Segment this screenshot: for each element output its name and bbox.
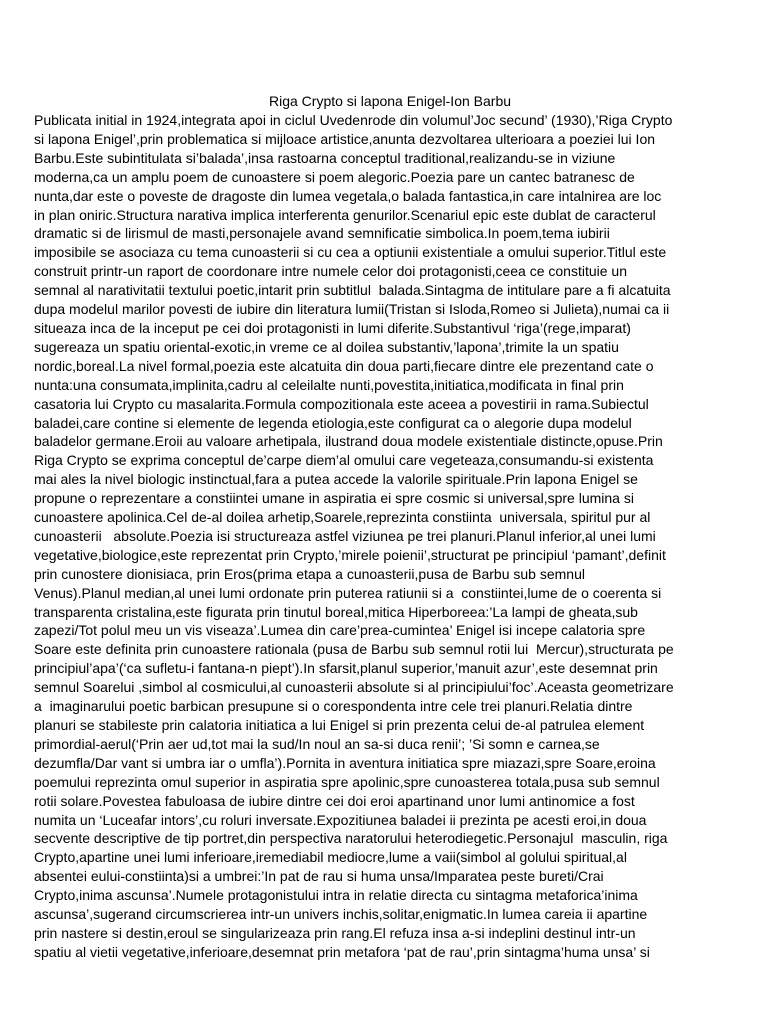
body-line: construit printr-un raport de coordonare intre numele celor doi protagonisti,ceea ce constituie un: [34, 263, 627, 280]
body-line: si lapona Enigel’,prin problematica si mijloace artistice,anunta dezvoltarea ulterioara a poeziei lui Ion: [34, 130, 656, 147]
body-line: Crypto,inima ascunsa’.Numele protagonistului intra in relatie directa cu sintagma metaforica’inima: [34, 887, 638, 904]
body-line: ascunsa’,sugerand circumscrierea intr-un univers inchis,solitar,enigmatic.In lumea careia ii apartine: [34, 906, 648, 923]
body-line: sugereaza un spatiu oriental-exotic,in vreme ce al doilea substantiv,’lapona’,trimite la un spatiu: [34, 338, 619, 355]
body-line: zapezi/Tot polul meu un vis viseaza’.Lumea din care’prea-cumintea’ Enigel isi incepe calatoria spre: [34, 622, 646, 639]
body-line: a imaginarului poetic barbican presupune si o corespondenta intre cele trei planuri.Relatia dintre: [34, 698, 633, 715]
body-line: cunoasterii absolute.Poezia isi structureaza astfel viziunea pe trei planuri.Planul inferior,al unei lumi: [34, 527, 656, 544]
body-line: absentei eului-constiinta)si a umbrei:’In pat de rau si huma unsa/Imparatea peste bureti/Crai: [34, 868, 604, 885]
body-line: moderna,ca un amplu poem de cunoastere si poem alegoric.Poezia pare un cantec batranesc de: [34, 168, 635, 185]
body-line: propune o reprezentare a constiintei umane in aspiratia ei spre cosmic si universal,spre lumina si: [34, 490, 634, 507]
body-line: Publicata initial in 1924,integrata apoi in ciclul Uvedenrode din volumul’Joc secund’ (1930),’Riga Crypto: [34, 112, 673, 128]
body-line: spatiu al vietii vegetative,inferioare,desemnat prin metafora ‘pat de rau’,prin sintagma’huma unsa’ si: [34, 943, 650, 960]
body-line: prin nastere si destin,eroul se singularizeaza prin rang.El refuza insa a-si indeplini destinul intr-un: [34, 924, 636, 941]
body-line: Barbu.Este subintitulata si’balada’,insa rastoarna conceptul traditional,realizandu-se in viziune: [34, 149, 616, 166]
body-line: vegetative,biologice,este reprezentat prin Crypto,’mirele poienii’,structurat pe principiul ‘pamant’,definit: [34, 546, 666, 563]
body-line: dramatic si de lirismul de masti,personajele avand semnificatie simbolica.In poem,tema iubirii: [34, 225, 610, 242]
document-body: [34, 111, 734, 962]
body-line: nordic,boreal.La nivel formal,poezia este alcatuita din doua parti,fiecare dintre ele prezentand cate o: [34, 357, 654, 374]
body-line: baladei,care contine si elemente de legenda etiologia,este configurat ca o alegorie dupa modelul: [34, 414, 632, 431]
body-line: baladelor germane.Eroii au valoare arhetipala, ilustrand doua modele existentiale distincte,opuse.Prin: [34, 433, 663, 450]
body-line: Soare este definita prin cunoastere rationala (pusa de Barbu sub semnul rotii lui Mercur),structurata pe: [34, 641, 674, 658]
body-line: Crypto,apartine unei lumi inferioare,iremediabil mediocre,lume a vaii(simbol al golului spiritual,al: [34, 849, 627, 866]
body-line: numita un ‘Luceafar intors’,cu roluri inversate.Expozitiunea baladei ii prezinta pe acesti eroi,in doua: [34, 811, 647, 828]
body-line: principiul’apa’(‘ca sufletu-i fantana-n piept’).In sfarsit,planul superior,’manuit azur’,este desemnat prin: [34, 660, 658, 677]
body-line: secvente descriptive de tip portret,din perspectiva naratorului heterodiegetic.Personajul masculin, riga: [34, 830, 668, 847]
body-line: transparenta cristalina,este figurata prin tinutul boreal,mitica Hiperboreea:’La lampi de gheata,sub: [34, 603, 638, 620]
body-line: semnul Soarelui ,simbol al cosmicului,al cunoasterii absolute si al principiului’foc’.Aceasta geometrizare: [34, 679, 674, 696]
body-line: casatoria lui Crypto cu masalarita.Formula compozitionala este aceea a povestirii in rama.Subiectul: [34, 395, 649, 412]
body-line: in plan oniric.Structura narativa implica interferenta genurilor.Scenariul epic este dublat de caracterul: [34, 206, 656, 223]
body-line: situeaza inca de la inceput pe cei doi protagonisti in lumi diferite.Substantivul ‘riga’(rege,imparat): [34, 319, 631, 336]
body-line: dupa modelul marilor povesti de iubire din literatura lumii(Tristan si Isloda,Romeo si Julieta),numai ca ii: [34, 301, 670, 318]
document-title: Riga Crypto si lapona Enigel-Ion Barbu: [268, 93, 512, 109]
body-line: primordial-aerul(‘Prin aer ud,tot mai la sud/In noul an sa-si duca renii’; ’Si somn e carnea,se: [34, 735, 600, 752]
body-line: imposibile se asociaza cu tema cunoasterii si cu cea a optiunii existentiale a omului superior.Titlul este: [34, 244, 667, 261]
body-line: nunta:una consumata,implinita,cadru al celeilalte nunti,povestita,initiatica,modificata in final prin: [34, 376, 624, 393]
body-line: rotii solare.Povestea fabuloasa de iubire dintre cei doi eroi apartinand unor lumi antinomice a fost: [34, 792, 635, 809]
body-line: planuri se stabileste prin calatoria initiatica a lui Enigel si prin prezenta celui de-al patrulea element: [34, 717, 645, 733]
body-line: nunta,dar este o poveste de dragoste din lumea vegetala,o balada fantastica,in care intalnirea are loc: [34, 187, 662, 204]
body-line: dezumfla/Dar vant si umbra iar o umfla’).Pornita in aventura initiatica spre miazazi,spre Soare,eroina: [34, 754, 656, 771]
body-line: cunoastere apolinica.Cel de-al doilea arhetip,Soarele,reprezinta constiinta universala, spiritul pur al: [34, 509, 651, 526]
body-line: Venus).Planul median,al unei lumi ordonate prin puterea ratiunii si a constiintei,lume de o coerenta si: [34, 584, 662, 601]
body-line: prin cunostere dionisiaca, prin Eros(prima etapa a cunoasterii,pusa de Barbu sub semnul: [34, 565, 585, 582]
body-line: Riga Crypto se exprima conceptul de’carpe diem’al omului care vegeteaza,consumandu-si existenta: [34, 452, 654, 469]
body-line: mai ales la nivel biologic instinctual,fara a putea accede la valorile spirituale.Prin lapona Enigel se: [34, 471, 638, 488]
body-line: semnal al narativitatii textului poetic,intarit prin subtitlul balada.Sintagma de intitulare pare a fi alcatuita: [34, 282, 671, 299]
body-line: poemului reprezinta omul superior in aspiratia spre apolinic,spre cunoasterea totala,pusa sub semnul: [34, 773, 660, 790]
